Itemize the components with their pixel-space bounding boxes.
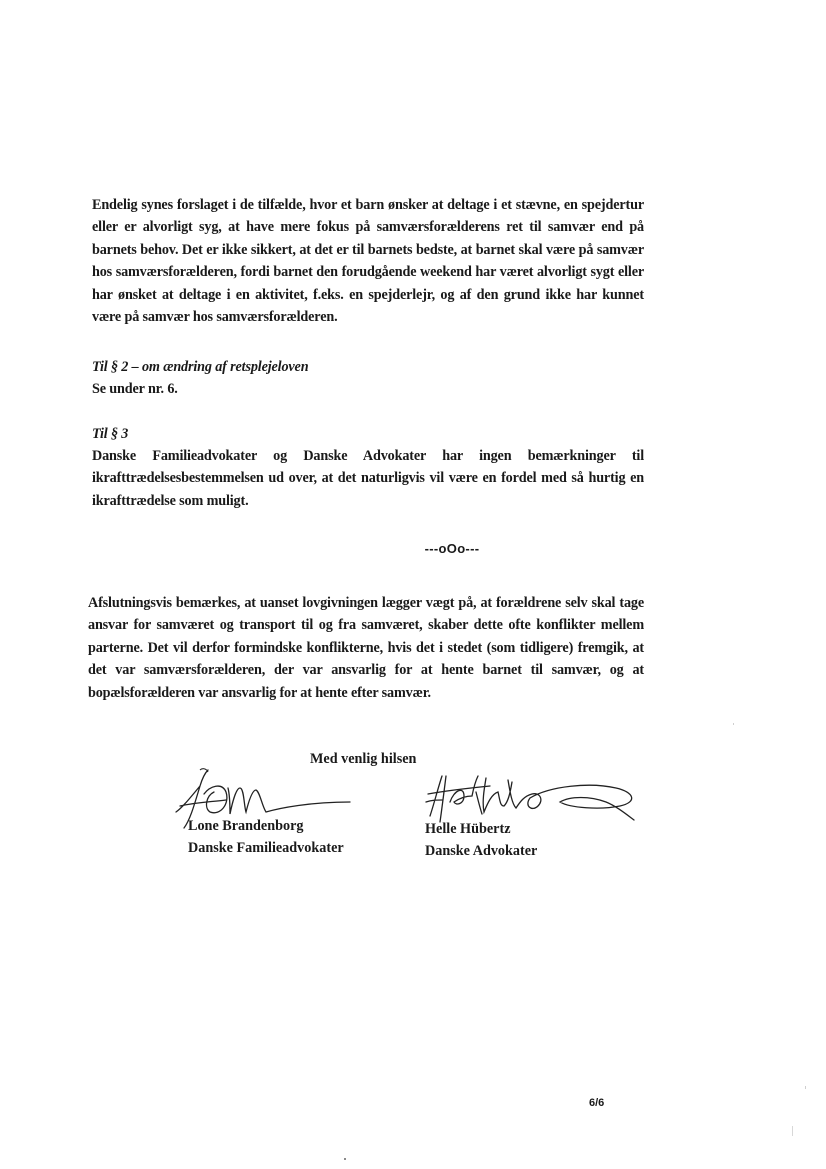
scan-speck xyxy=(792,1126,793,1136)
signatory-left-organization: Danske Familieadvokater xyxy=(188,840,344,856)
signatory-left xyxy=(188,815,344,859)
paragraph-1: Endelig synes forslaget i de tilfælde, hvor et barn ønsker at deltage i et stævne, en spejdertur eller er alvorligt syg, at have mere fokus på samværsforælderens ret til samvær end på barnets behov. Det er ikke sikkert, at det er til barnets bedste, at barnet skal være på samvær hos samværsforælderen, fordi barnet den forudgående weekend har været alvorligt sygt eller har ønsket at deltage i en aktivitet, f.eks. en spejderlejr, og af den grund ikke har kunnet være på samvær hos samværsforælderen. xyxy=(92,197,644,326)
section-2-text: Se under nr. 6. xyxy=(92,381,178,397)
paragraph-final: Afslutningsvis bemærkes, at uanset lovgivningen lægger vægt på, at forældrene selv skal tage ansvar for samværet og transport til og fra samværet, skaber dette ofte konflikter mellem parterne. Det vil derfor formindske konflikterne, hvis det i stedet (som tidligere) fremgik, at det var samværsforælderen, der var ansvarlig for at hente barnet til samvær, og at bopælsforælderen var ansvarlig for at hente efter samvær. xyxy=(88,595,644,701)
scan-speck xyxy=(805,1086,806,1089)
section-3-heading: Til § 3 xyxy=(92,426,129,442)
signatory-left-name: Lone Brandenborg xyxy=(188,818,304,834)
section-separator: ---oOo--- xyxy=(424,541,480,556)
section-3-text: Danske Familieadvokater og Danske Advokater har ingen bemærkninger til ikrafttrædelsesbestemmelsen ud over, at det naturligvis vil være en fordel med så hurtig en ikrafttrædelse som muligt. xyxy=(92,448,644,509)
scan-speck xyxy=(344,1158,346,1160)
signatory-right-name: Helle Hübertz xyxy=(425,821,511,837)
section-2-heading: Til § 2 – om ændring af retsplejeloven xyxy=(92,359,309,375)
closing-greeting: Med venlig hilsen xyxy=(310,751,417,767)
page-number: 6/6 xyxy=(589,1097,605,1109)
signatory-right xyxy=(425,818,537,862)
scan-speck xyxy=(733,723,734,725)
signatory-right-organization: Danske Advokater xyxy=(425,843,538,859)
